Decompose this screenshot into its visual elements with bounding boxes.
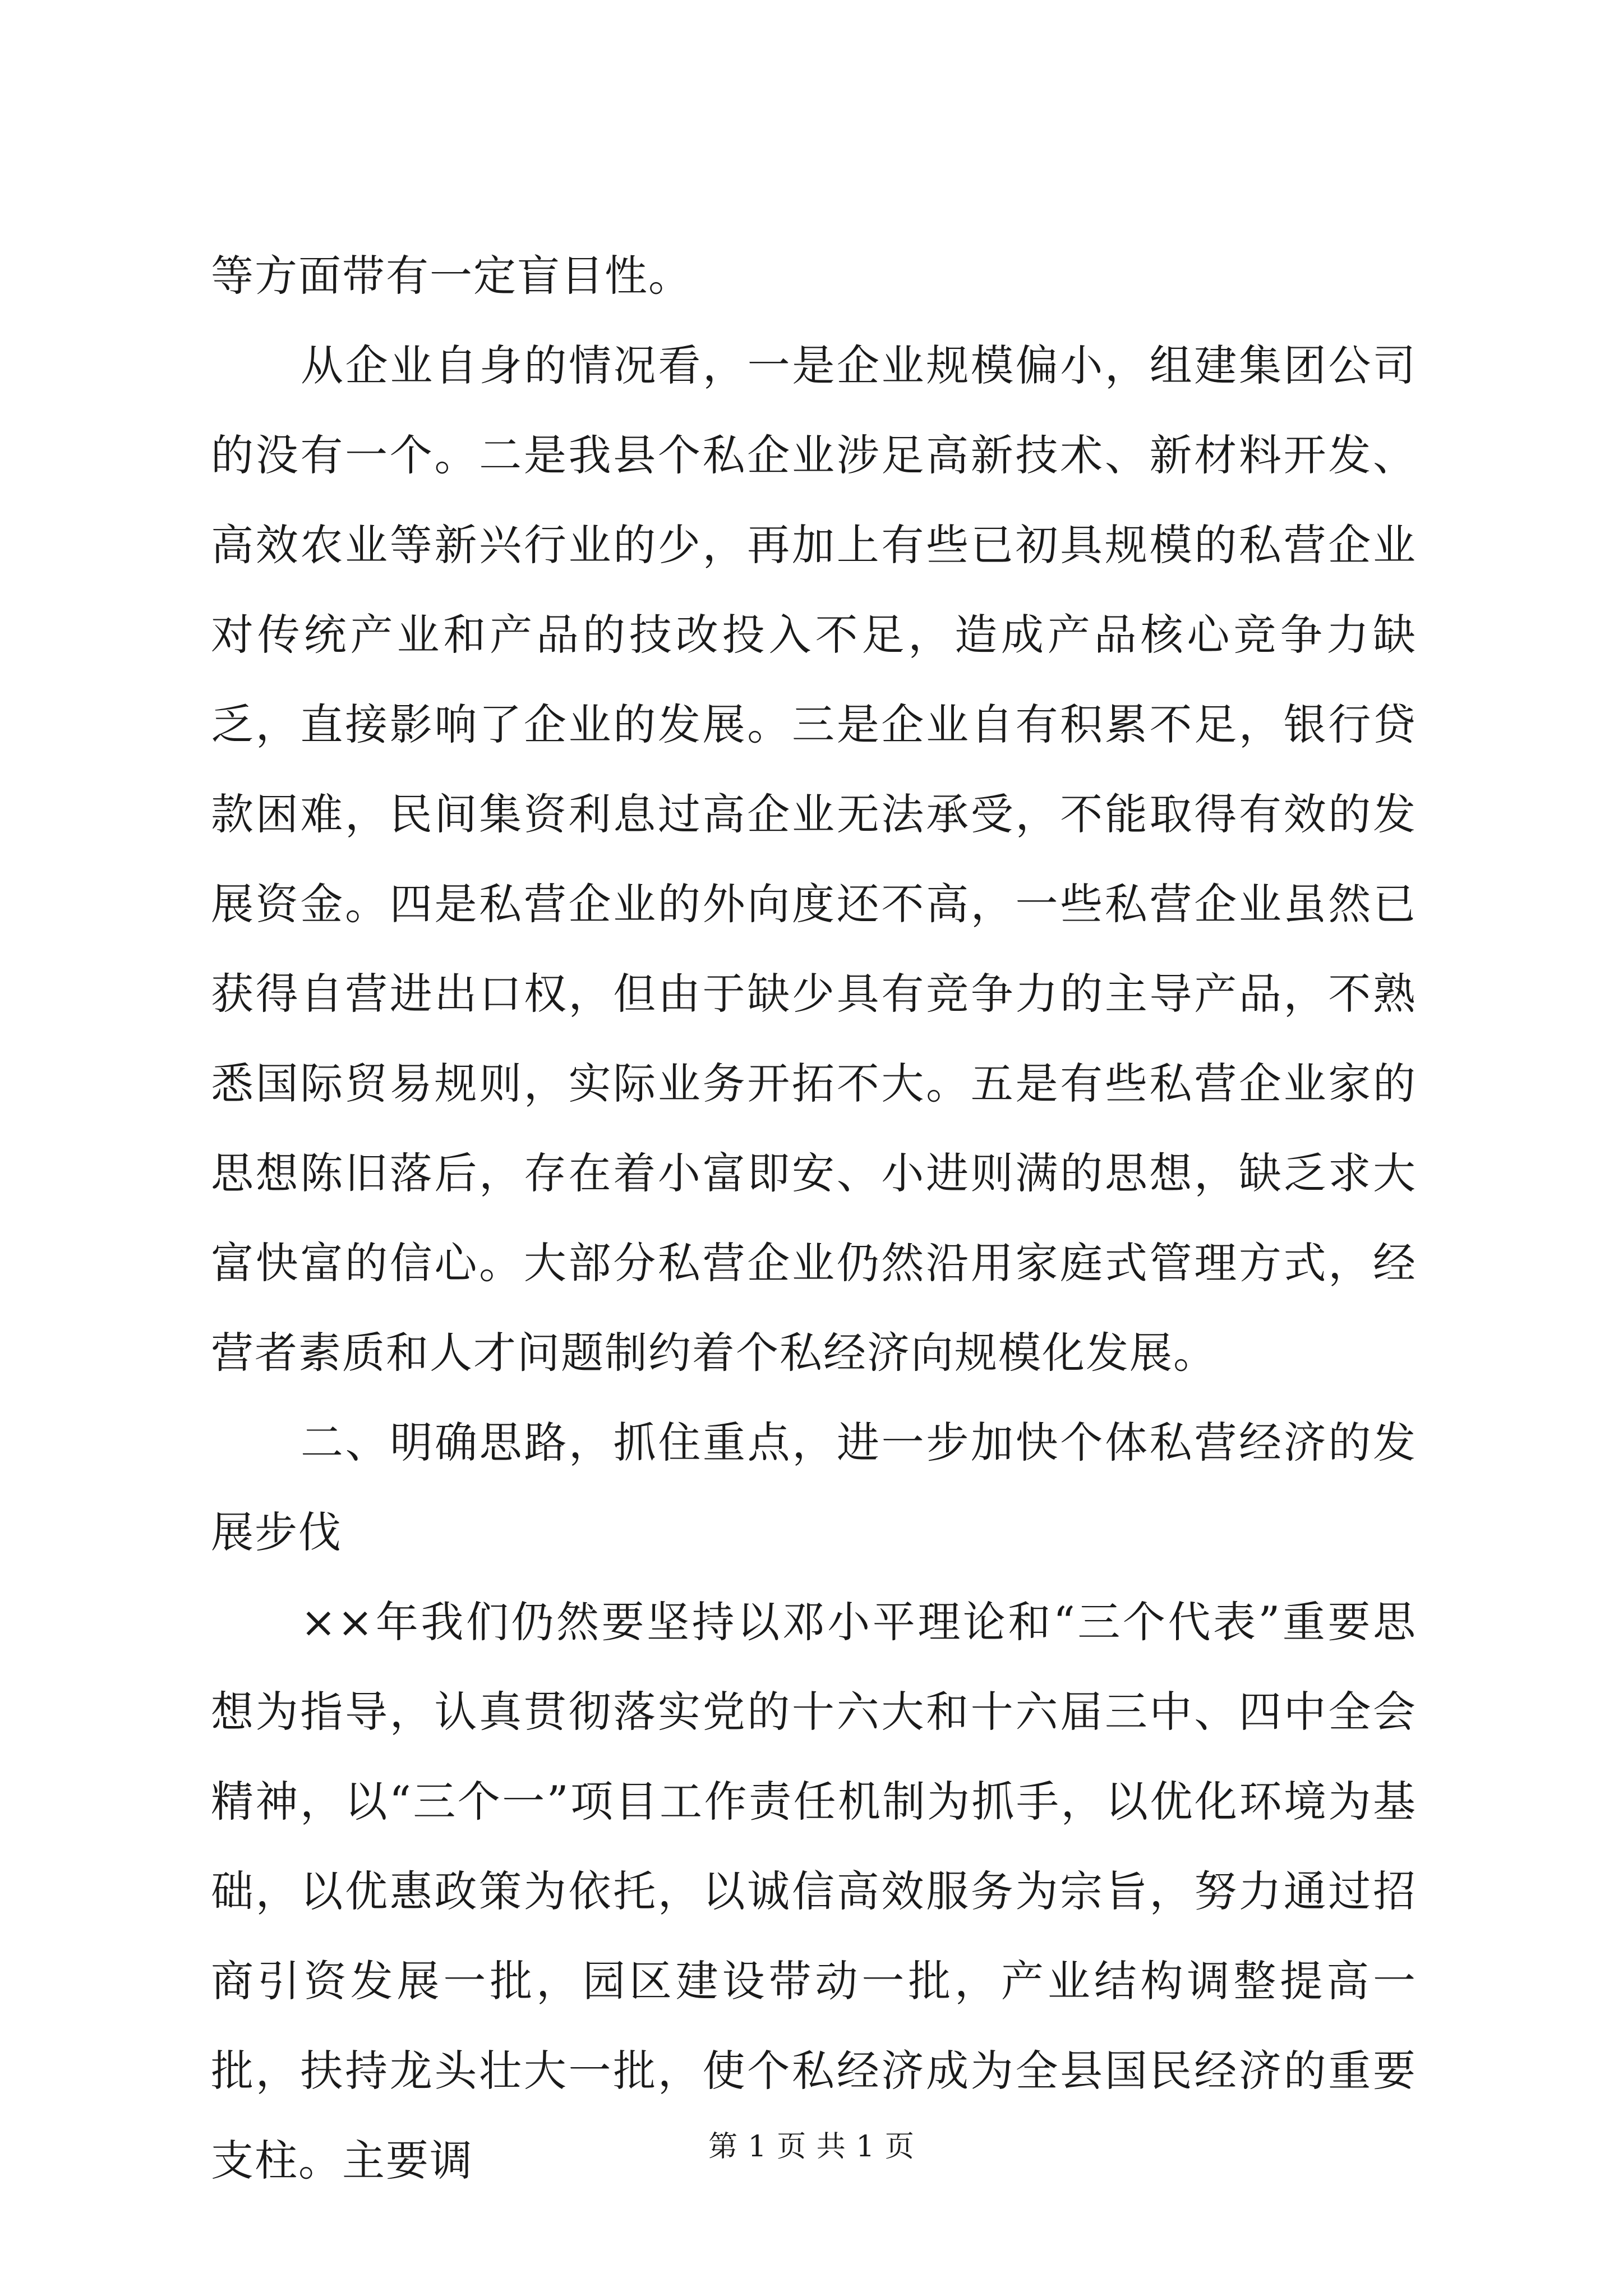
paragraph-continuation: 等方面带有一定盲目性。	[211, 251, 692, 301]
paragraph-guiding-ideas: ××年我们仍然要坚持以邓小平理论和“三个代表”重要思想为指导，认真贯彻落实党的十六大和十六届三中、四中全会精神，以“三个一”项目工作责任机制为抓手，以优化环境为基础，以优惠政策为依托，以诚信高效服务为宗旨，努力通过招商引资发展一批，园区建设带动一批，产业结构调整提高一批，扶持龙头壮大一批，使个私经济成为全县国民经济的重要支柱。主要调	[211, 1597, 1417, 2185]
paragraph-enterprise-situation: 从企业自身的情况看，一是企业规模偏小，组建集团公司的没有一个。二是我县个私企业涉足高新技术、新材料开发、高效农业等新兴行业的少，再加上有些已初具规模的私营企业对传统产业和产品的技改投入不足，造成产品核心竞争力缺乏，直接影响了企业的发展。三是企业自有积累不足，银行贷款困难，民间集资利息过高企业无法承受，不能取得有效的发展资金。四是私营企业的外向度还不高，一些私营企业虽然已获得自营进出口权，但由于缺少具有竞争力的主导产品，不熟悉国际贸易规则，实际业务开拓不大。五是有些私营企业家的思想陈旧落后，存在着小富即安、小进则满的思想，缺乏求大富快富的信心。大部分私营企业仍然沿用家庭式管理方式，经营者素质和人才问题制约着个私经济向规模化发展。	[211, 341, 1417, 1378]
document-body	[211, 231, 1417, 2206]
section-heading: 二、明确思路，抓住重点，进一步加快个体私营经济的发展步伐	[211, 1418, 1417, 1557]
page-footer: 第 1 页 共 1 页	[708, 2130, 915, 2164]
